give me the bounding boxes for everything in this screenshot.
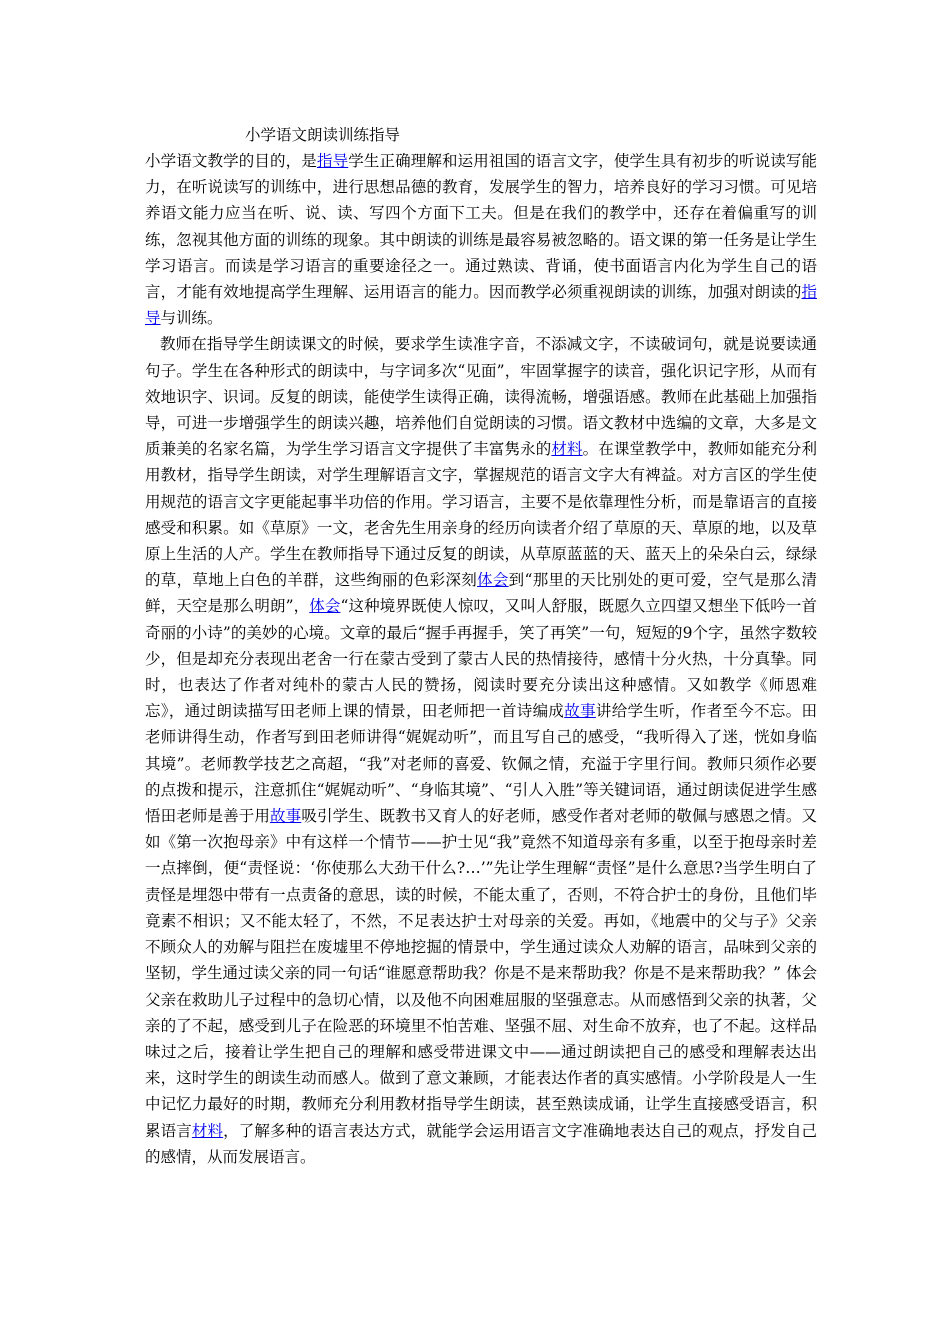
text-run: 到“那里的天比别处的更可爱，空气是那么清鲜，天空是那么明朗”，: [145, 571, 817, 616]
document-title: 小学语文朗读训练指导: [245, 126, 401, 144]
hyperlink[interactable]: 体会: [309, 597, 341, 616]
text-run: 与训练。: [160, 309, 223, 328]
text-run: 教师在指导学生朗读课文的时候，要求学生读准字音，不添减文字，不读破词句，就是说要读通句子。学生在各种形式的朗读中，与字词多次“见面”，牢固掌握字的读音，强化识记字形，从而有效地识字、识词。反复的朗读，能使学生读得正确，读得流畅，增强语感。教师在此基础上加强指导，可进一步增强学生的朗读兴趣，培养他们自觉朗读的习惯。语文教材中选编的文章，大多是文质兼美的名家名篇，为学生学习语言文字提供了丰富隽永的: [145, 335, 817, 459]
hyperlink[interactable]: 指导: [145, 283, 817, 328]
text-run: 。在课堂教学中，教师如能充分利用教材，指导学生朗读，对学生理解语言文字，掌握规范的语言文字大有裨益。对方言区的学生使用规范的语言文字更能起事半功倍的作用。学习语言，主要不是依靠理性分析，而是靠语言的直接感受和积累。如《草原》一文，老舍先生用亲身的经历向读者介绍了草原的天、草原的地，以及草原上生活的人产。学生在教师指导下通过反复的朗读，从草原蓝蓝的天、蓝天上的朵朵白云，绿绿的草，草地上白色的羊群，这些绚丽的色彩深刻: [145, 440, 817, 590]
hyperlink[interactable]: 材料: [551, 440, 583, 459]
hyperlink[interactable]: 故事: [564, 702, 596, 721]
document-page: [145, 122, 817, 1170]
text-run: 讲给学生听，作者至今不忘。田老师讲得生动，作者写到田老师讲得“娓娓动听”，而且写自己的感受，“我听得入了迷，恍如身临其境”。老师教学技艺之高超，“我”对老师的喜爱、钦佩之情，充溢于字里行间。教师只须作必要的点拨和提示，注意抓住“娓娓动听”、“身临其境”、“引人入胜”等关键词语，通过朗读促进学生感悟田老师是善于用: [145, 702, 817, 826]
hyperlink[interactable]: 指导: [316, 152, 349, 170]
text-run: ，了解多种的语言表达方式，就能学会运用语言文字准确地表达自己的观点，抒发自己的感情，从而发展语言。: [145, 1121, 817, 1166]
text-run: “这种境界既使人惊叹，又叫人舒服，既愿久立四望又想坐下低吟一首奇丽的小诗”的美妙的心境。文章的最后“握手再握手，笑了再笑”一句，短短的9个字，虽然字数较少，但是却充分表现出老舍一行在蒙古受到了蒙古人民的热情接待，感情十分火热，十分真挚。同时，也表达了作者对纯朴的蒙古人民的赞扬，阅读时要充分读出这种感情。又如教学《师恩难忘》，通过朗读描写田老师上课的情景，田老师把一首诗编成: [145, 597, 817, 721]
document-body: [145, 148, 817, 1170]
text-run: 吸引学生、既教书又育人的好老师，感受作者对老师的敬佩与感恩之情。又如《第一次抱母亲》中有这样一个情节——护士见“我”竟然不知道母亲有多重，以至于抱母亲时差一点摔倒，便“责怪说：‘你使那么大劲干什么?…’”先让学生理解“责怪”是什么意思?当学生明白了责怪是埋怨中带有一点责备的意思，读的时候，不能太重了，否则，不符合护士的身份，且他们毕竟素不相识；又不能太轻了，不然，不足表达护士对母亲的关爱。再如，《地震中的父与子》父亲不顾众人的劝解与阻拦在废墟里不停地挖掘的情景中，学生通过读众人劝解的语言，品味到父亲的坚韧，学生通过读父亲的同一句话“谁愿意帮助我？你是不是来帮助我？你是不是来帮助我？” 体会父亲在救助儿子过程中的急切心情，以及他不向困难屈服的坚强意志。从而感悟到父亲的执著，父亲的了不起，感受到儿子在险恶的环境里不怕苦难、坚强不屈、对生命不放弃，也了不起。这样品味过之后，接着让学生把自己的理解和感受带进课文中——通过朗读把自己的感受和理解表达出来，这时学生的朗读生动而感人。做到了意文兼顾，才能表达作者的真实感情。小学阶段是人一生中记忆力最好的时期，教师充分利用教材指导学生朗读，甚至熟读成诵，让学生直接感受语言，积累语言: [145, 807, 817, 1140]
hyperlink[interactable]: 体会: [477, 571, 509, 590]
text-run: 学生正确理解和运用祖国的语言文字，使学生具有初步的听说读写能力，在听说读写的训练中，进行思想品德的教育，发展学生的智力，培养良好的学习习惯。可见培养语文能力应当在听、说、读、写四个方面下工夫。但是在我们的教学中，还存在着偏重写的训练，忽视其他方面的训练的现象。其中朗读的训练是最容易被忽略的。语文课的第一任务是让学生学习语言。而读是学习语言的重要途径之一。通过熟读、背诵，使书面语言内化为学生自己的语言，才能有效地提高学生理解、运用语言的能力。因而教学必须重视朗读的训练，加强对朗读的: [145, 152, 817, 302]
paragraph: [145, 148, 817, 331]
hyperlink[interactable]: 材料: [191, 1121, 224, 1140]
text-run: 小学语文教学的目的，是: [145, 152, 317, 170]
hyperlink[interactable]: 故事: [270, 807, 302, 826]
paragraph: [145, 331, 817, 1170]
